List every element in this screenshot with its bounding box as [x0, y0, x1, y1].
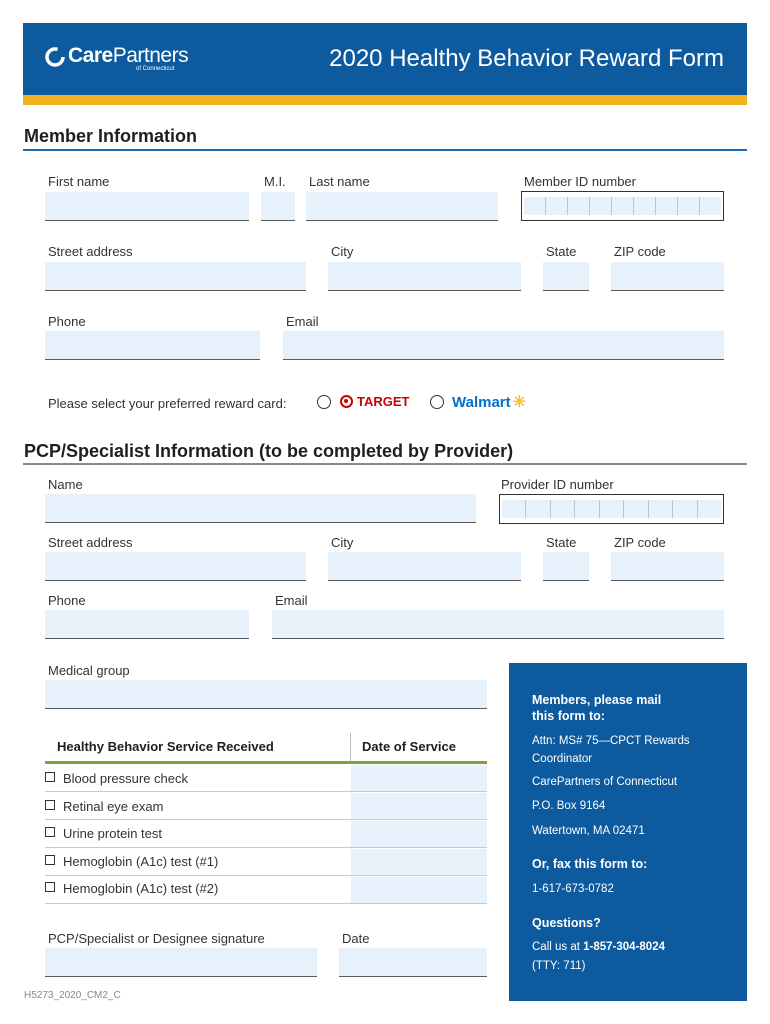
logo-subtitle: of Connecticut [136, 66, 175, 72]
member-email-label: Email [286, 314, 319, 329]
provider-email-label: Email [275, 593, 308, 608]
date-field-4[interactable] [351, 849, 487, 875]
date-field-1[interactable] [351, 765, 487, 791]
mail-heading: Members, please mail this form to: [532, 693, 662, 723]
service-column-header: Healthy Behavior Service Received [57, 739, 274, 754]
member-section-title: Member Information [24, 126, 198, 146]
table-header-rule [45, 761, 487, 764]
signature-field[interactable] [45, 948, 317, 977]
signature-label: PCP/Specialist or Designee signature [48, 931, 265, 946]
table-header-divider [350, 733, 351, 761]
member-street-label: Street address [48, 244, 133, 259]
form-code: H5273_2020_CM2_C [24, 990, 121, 1001]
service-label-4: Hemoglobin (A1c) test (#1) [63, 854, 219, 869]
provider-name-field[interactable] [45, 494, 476, 523]
provider-section-title: PCP/Specialist Information (to be completed by Provider) [24, 441, 514, 461]
member-phone-label: Phone [48, 314, 86, 329]
service-checkbox-1[interactable] [45, 772, 55, 782]
service-checkbox-2[interactable] [45, 800, 55, 810]
provider-state-field[interactable] [543, 552, 589, 581]
service-label-1: Blood pressure check [63, 771, 189, 786]
provider-city-field[interactable] [328, 552, 521, 581]
mail-address-line2: CarePartners of Connecticut [532, 776, 678, 788]
member-zip-label: ZIP code [614, 244, 666, 259]
service-checkbox-5[interactable] [45, 882, 55, 892]
first-name-label: First name [48, 174, 110, 189]
table-row-divider [45, 903, 487, 904]
service-label-5: Hemoglobin (A1c) test (#2) [63, 881, 219, 896]
member-state-label: State [546, 244, 577, 259]
target-logo: TARGET [340, 394, 409, 409]
provider-email-field[interactable] [272, 610, 724, 639]
table-row-divider [45, 791, 487, 792]
mail-address-line4: Watertown, MA 02471 [532, 825, 645, 837]
logo-wordmark: CarePartners [68, 44, 189, 67]
target-bullseye-icon [340, 395, 353, 408]
signature-date-label: Date [342, 931, 370, 946]
provider-city-label: City [331, 535, 354, 550]
tty-number: (TTY: 711) [532, 960, 586, 972]
provider-street-field[interactable] [45, 552, 306, 581]
member-phone-field[interactable] [45, 331, 260, 360]
member-city-field[interactable] [328, 262, 521, 291]
last-name-field[interactable] [306, 192, 498, 221]
carepartners-logo-icon [44, 46, 66, 68]
target-radio[interactable] [317, 395, 331, 409]
service-label-3: Urine protein test [63, 826, 162, 841]
medical-group-field[interactable] [45, 680, 487, 709]
questions-heading: Questions? [532, 916, 601, 930]
provider-id-field[interactable] [499, 494, 724, 524]
provider-phone-field[interactable] [45, 610, 249, 639]
member-city-label: City [331, 244, 354, 259]
member-id-label: Member ID number [524, 174, 636, 189]
phone-number: 1-857-304-8024 [583, 941, 665, 953]
date-field-3[interactable] [351, 821, 487, 847]
date-field-2[interactable] [351, 793, 487, 819]
last-name-label: Last name [309, 174, 370, 189]
provider-phone-label: Phone [48, 593, 86, 608]
provider-state-label: State [546, 535, 577, 550]
first-name-field[interactable] [45, 192, 249, 221]
member-state-field[interactable] [543, 262, 589, 291]
header-accent-stripe [23, 95, 747, 105]
mi-field[interactable] [261, 192, 295, 221]
provider-street-label: Street address [48, 535, 133, 550]
provider-zip-label: ZIP code [614, 535, 666, 550]
signature-date-field[interactable] [339, 948, 487, 977]
member-id-field[interactable] [521, 191, 724, 221]
date-column-header: Date of Service [362, 739, 456, 754]
member-zip-field[interactable] [611, 262, 724, 291]
medical-group-label: Medical group [48, 663, 130, 678]
table-row-divider [45, 847, 487, 848]
date-field-5[interactable] [351, 877, 487, 903]
reward-card-prompt: Please select your preferred reward card: [48, 396, 287, 411]
mail-instructions-box [509, 663, 747, 1001]
provider-zip-field[interactable] [611, 552, 724, 581]
fax-heading: Or, fax this form to: [532, 857, 648, 871]
service-checkbox-3[interactable] [45, 827, 55, 837]
form-title: 2020 Healthy Behavior Reward Form [329, 45, 724, 72]
table-row-divider [45, 819, 487, 820]
member-street-field[interactable] [45, 262, 306, 291]
fax-number: 1-617-673-0782 [532, 883, 614, 895]
walmart-spark-icon: ✳ [512, 394, 527, 411]
mail-address-line1: Attn: MS# 75—CPCT Rewards Coordinator [532, 735, 690, 765]
table-row-divider [45, 875, 487, 876]
member-email-field[interactable] [283, 331, 724, 360]
provider-name-label: Name [48, 477, 83, 492]
walmart-logo: Walmart ✳ [452, 393, 527, 411]
walmart-radio[interactable] [430, 395, 444, 409]
service-label-2: Retinal eye exam [63, 799, 164, 814]
member-section-rule [23, 149, 747, 151]
questions-phone: Call us at 1-857-304-8024 [532, 941, 665, 953]
provider-id-label: Provider ID number [501, 477, 614, 492]
service-checkbox-4[interactable] [45, 855, 55, 865]
mi-label: M.I. [264, 174, 286, 189]
mail-address-line3: P.O. Box 9164 [532, 800, 606, 812]
provider-section-rule [23, 463, 747, 465]
